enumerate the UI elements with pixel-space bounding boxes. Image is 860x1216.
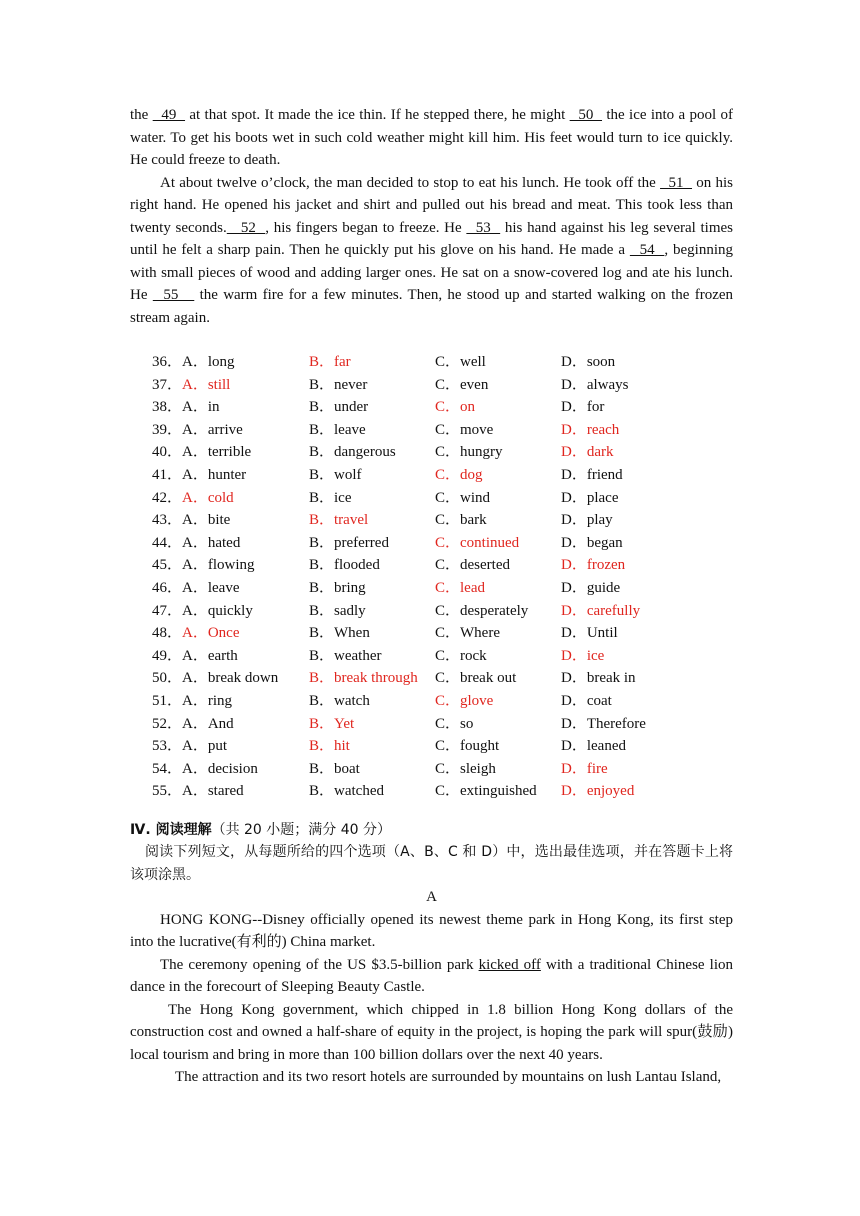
option-c: C．lead [435,579,485,596]
question-number: 42． [152,489,183,506]
blank-50: 50 [569,107,603,123]
section-instruction: 阅读下列短文，从每题所给的四个选项（A、B、C 和 D）中，选出最佳选项，并在答题卡上将该项涂黑。 [130,844,733,883]
option-c: C．break out [435,670,517,687]
option-row [152,600,733,623]
question-number: 53． [152,738,183,755]
option-a: A．long [182,354,235,370]
option-c: C．even [435,376,489,393]
question-number: 54． [152,760,183,777]
option-a: A．And [182,715,234,732]
question-number: 55． [152,783,183,800]
option-b: B．ice [309,489,352,506]
option-d: D．Until [561,625,618,642]
option-c: C．glove [435,692,494,709]
option-a: A．leave [182,579,240,596]
option-c: C．desperately [435,602,529,619]
option-a: A．break down [182,670,279,687]
option-b: B．weather [309,647,382,664]
section-note: （共 20 小题；满分 40 分） [211,821,392,838]
option-c: C．deserted [435,557,510,574]
option-a: A．put [182,738,228,755]
option-b: B．flooded [309,557,380,574]
question-number: 46． [152,579,183,596]
blank-49: 49 [152,107,186,123]
question-number: 39． [152,421,183,438]
option-d: D．coat [561,692,612,709]
question-number: 40． [152,444,183,461]
option-d: D．for [561,399,605,416]
question-number: 47． [152,602,183,619]
option-row [152,487,733,510]
reading-paragraph-3: The Hong Kong government, which chipped in 1.8 billion Hong Kong dollars of the construction cost and owned a half-share of equity in the project, is hoping the park will spur(鼓励) local tourism and bring in more than 100 billion dollars over the next 40 years. [130,1001,733,1063]
option-b: B．far [309,354,351,370]
reading-paragraph-1: HONG KONG--Disney officially opened its newest theme park in Hong Kong, its first step into the lucrative(有利的) China market. [130,911,733,951]
option-d: D．guide [561,579,621,596]
text-fragment: his hand against his leg several times until he felt a sharp pain. Then he quickly put his glove on his hand. He made a [130,219,733,258]
option-b: B．travel [309,512,369,529]
option-c: C．continued [435,534,520,551]
option-d: D．play [561,512,613,529]
question-number: 48． [152,625,183,642]
question-number: 44． [152,534,183,551]
option-c: C．move [435,421,494,438]
option-a: A．bite [182,512,231,529]
option-row [152,622,733,645]
text-fragment: , beginning with small pieces of wood and adding larger ones. He sat on a snow-covered log and ate his lunch. He [130,242,733,303]
reading-paragraph-4: The attraction and its two resort hotels are surrounded by mountains on lush Lantau Island, [175,1069,722,1086]
option-c: C．on [435,399,476,416]
option-a: A．terrible [182,444,252,461]
blank-54: 54 [629,242,665,258]
question-number: 36． [152,354,183,370]
question-number: 37． [152,376,183,393]
option-d: D．reach [561,421,620,438]
text-fragment: the [130,107,153,123]
option-d: D．carefully [561,602,641,619]
option-d: D．place [561,489,619,506]
option-b: B．under [309,399,369,416]
option-row [152,645,733,668]
option-b: B．preferred [309,534,389,551]
option-c: C．dog [435,466,483,483]
question-number: 51． [152,692,183,709]
option-b: B．boat [309,760,360,777]
option-b: B．hit [309,738,350,755]
option-b: B．watched [309,783,384,800]
option-row [152,735,733,758]
question-number: 50． [152,670,183,687]
text-fragment: , his fingers began to freeze. He [265,219,467,236]
option-d: D．leaned [561,738,626,755]
blank-51: 51 [660,174,693,191]
text-fragment: the warm fire for a few minutes. Then, he stood up and started walking on the frozen stream again. [130,287,734,326]
option-d: D．soon [561,354,616,370]
answer-options-list [152,351,733,803]
option-c: C．wind [435,489,491,506]
cloze-paragraph-1 [130,104,733,172]
option-row [152,419,733,442]
option-row [152,396,733,419]
option-b: B．When [309,625,370,642]
option-row [152,351,733,374]
text-fragment: At about twelve o’clock, the man decided to stop to eat his lunch. He took off the [160,174,661,191]
option-a: A．ring [182,692,232,709]
option-a: A．earth [182,647,238,664]
option-c: C．so [435,715,474,732]
option-d: D．dark [561,444,614,461]
option-c: C．Where [435,625,500,642]
section-heading [130,819,733,842]
question-number: 41． [152,466,183,483]
blank-53: 53 [466,219,501,236]
question-number: 43． [152,512,183,529]
text-fragment: the ice into a pool of water. To get his boots wet in such cold weather might kill him. His feet would turn to ice quickly. He could freeze to death. [130,107,734,168]
option-d: D．ice [561,647,605,664]
option-row [152,554,733,577]
option-b: B．leave [309,421,366,438]
option-row [152,713,733,736]
option-row [152,441,733,464]
option-c: C．fought [435,738,500,755]
document-page [130,104,733,1089]
option-a: A．decision [182,760,258,777]
option-b: B．break through [309,670,418,687]
option-c: C．well [435,354,486,370]
blank-52: 52 [226,219,266,236]
section-title: Ⅳ. 阅读理解 [130,821,212,838]
option-d: D．friend [561,466,623,483]
question-number: 52． [152,715,183,732]
option-d: D．break in [561,670,636,687]
option-c: C．sleigh [435,760,496,777]
option-a: A．flowing [182,557,255,574]
option-b: B．bring [309,579,366,596]
option-a: A．hated [182,534,241,551]
option-a: A．cold [182,489,234,506]
text-fragment: on his right hand. He opened his jacket and shirt and pulled out his bread and meat. This took less than twenty seconds. [130,174,734,236]
option-d: D．began [561,534,623,551]
option-b: B．sadly [309,602,366,619]
option-d: D．frozen [561,557,626,574]
option-a: A．stared [182,783,244,800]
option-a: A．still [182,376,231,393]
option-row [152,464,733,487]
option-c: C．rock [435,647,487,664]
option-row [152,690,733,713]
option-a: A．hunter [182,466,247,483]
option-row [152,758,733,781]
option-c: C．hungry [435,444,503,461]
option-row [152,780,733,803]
reading-section [130,819,733,1089]
option-b: B．Yet [309,715,355,732]
option-a: A．arrive [182,421,243,438]
option-d: D．enjoyed [561,783,635,800]
option-d: D．always [561,376,629,393]
question-number: 45． [152,557,183,574]
option-row [152,532,733,555]
question-number: 49． [152,647,183,664]
text-fragment: with a traditional Chinese lion dance in the forecourt of Sleeping Beauty Castle. [130,956,733,996]
option-b: B．never [309,376,368,393]
option-c: C．bark [435,512,487,529]
option-a: A．Once [182,625,240,642]
question-number: 38． [152,399,183,416]
option-row [152,509,733,532]
option-a: A．quickly [182,602,253,619]
text-fragment: at that spot. It made the ice thin. If he stepped there, he might [185,107,570,123]
cloze-paragraph-2 [130,172,733,330]
blank-55: 55 [152,287,195,303]
option-c: C．extinguished [435,783,537,800]
option-b: B．wolf [309,466,362,483]
option-d: D．fire [561,760,608,777]
underlined-phrase: kicked off [478,956,541,973]
option-row [152,667,733,690]
text-fragment: The ceremony opening of the US $3.5-billion park [160,956,479,973]
option-row [152,374,733,397]
option-b: B．dangerous [309,444,396,461]
reading-paragraph-2 [130,954,733,999]
option-b: B．watch [309,692,370,709]
option-row [152,577,733,600]
passage-label: A [426,889,437,906]
option-a: A．in [182,399,220,416]
option-d: D．Therefore [561,715,646,732]
